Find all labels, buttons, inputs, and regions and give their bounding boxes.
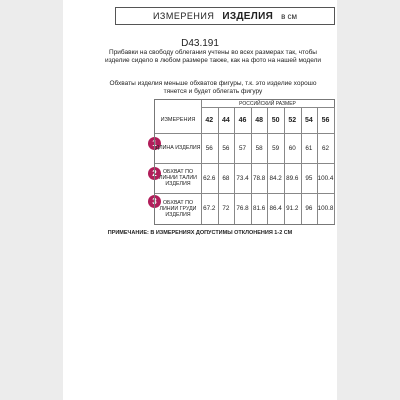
title-item: ИЗДЕЛИЯ: [222, 10, 274, 22]
table-cell: 58: [255, 144, 263, 152]
table-cell: 86.4: [269, 205, 282, 212]
russian-size-label: РОССИЙСКИЙ РАЗМЕР: [239, 100, 296, 107]
measurements-column-header: ИЗМЕРЕНИЯ: [160, 117, 196, 123]
size-header-42: 42: [205, 116, 214, 124]
table-cell: 89.6: [286, 174, 299, 182]
size-header-46: 46: [238, 116, 247, 124]
table-cell: 61: [305, 144, 313, 152]
table-cell: 56: [222, 144, 230, 152]
size-header-50: 50: [271, 116, 280, 124]
table-cell: 76.8: [236, 205, 249, 212]
table-cell: 62.6: [203, 174, 216, 182]
table-cell: 73.4: [236, 174, 249, 182]
size-header-54: 54: [304, 116, 313, 124]
fit-note: Прибавки на свободу облегания учтены во всех размерах так, чтобы изделие сидело в любом размере также, как на фото на нашей модели: [104, 49, 322, 64]
row-number-badge-3: 3: [148, 195, 161, 208]
column-divider: [334, 107, 335, 224]
table-cell: 96: [305, 205, 313, 212]
table-cell: 91.2: [286, 205, 299, 212]
table-cell: 68: [222, 174, 230, 182]
table-cell: 67.2: [203, 205, 216, 212]
row-label-length: ДЛИНА ИЗДЕЛИЯ: [155, 145, 201, 151]
size-chart-sheet: [63, 0, 337, 400]
table-cell: 81.6: [252, 205, 266, 212]
stretch-note: Обхваты изделия меньше обхватов фигуры, т.к. это изделие хорошо тянется и будет облегать фигуру: [109, 80, 317, 95]
table-cell: 60: [288, 144, 296, 152]
table-cell: 84.2: [269, 174, 282, 182]
table-cell: 100.8: [317, 205, 334, 212]
title-unit: в см: [281, 11, 298, 21]
size-header-44: 44: [221, 116, 230, 124]
table-cell: 72: [222, 205, 230, 212]
table-cell: 62: [321, 144, 329, 152]
article-code: D43.191: [181, 38, 219, 49]
table-cell: 78.8: [252, 174, 266, 182]
size-table: [154, 99, 335, 225]
row-number-badge-2: 2: [148, 167, 161, 180]
row-label-chest: ОБХВАТ ПО ЛИНИИ ГРУДИ ИЗДЕЛИЯ: [159, 199, 197, 218]
size-header-48: 48: [255, 116, 263, 124]
size-header-56: 56: [321, 116, 330, 124]
row-number-badge-1: 1: [148, 137, 161, 150]
row-label-waist: ОБХВАТ ПО ЛИНИИ ТАЛИИ ИЗДЕЛИЯ: [159, 169, 197, 187]
table-cell: 95: [305, 174, 313, 182]
footnote: ПРИМЕЧАНИЕ: В ИЗМЕРЕНИЯХ ДОПУСТИМЫ ОТКЛОНЕНИЯ 1-2 СМ: [107, 230, 293, 236]
title-box: [115, 7, 335, 25]
table-cell: 59: [272, 144, 280, 152]
table-cell: 57: [238, 144, 246, 152]
size-header-52: 52: [288, 116, 297, 124]
table-cell: 56: [205, 144, 213, 152]
title-measurements: ИЗМЕРЕНИЯ: [152, 11, 215, 21]
table-cell: 100.4: [317, 174, 334, 182]
